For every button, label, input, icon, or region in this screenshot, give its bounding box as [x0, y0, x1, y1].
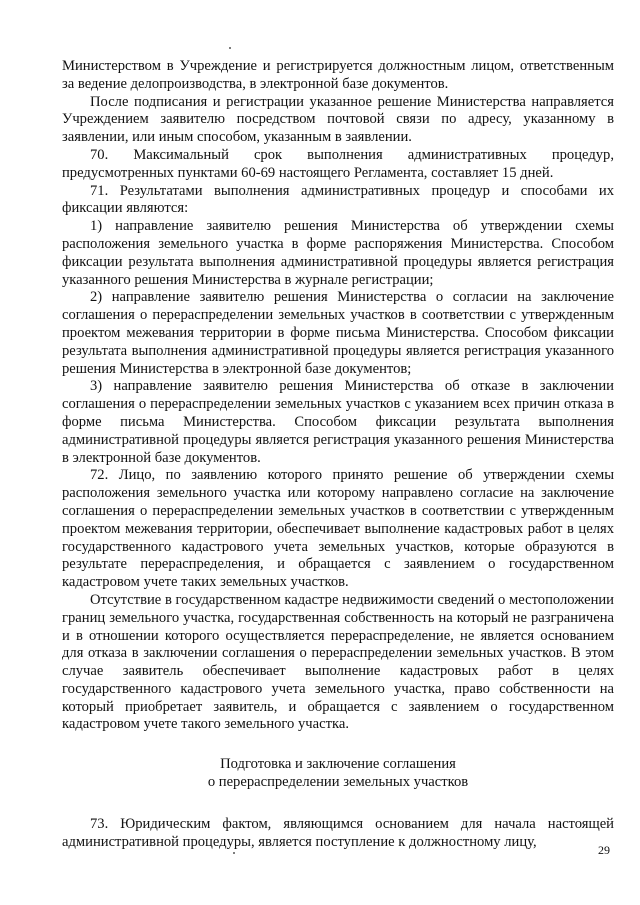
- section-heading-line-2: о перераспределении земельных участков: [207, 774, 469, 791]
- list-item-71-3: 3) направление заявителю решения Министерства об отказе в заключении соглашения о перераспределении земельных участков с указанием всех причин отказа в форме письма Министерства. Способом фиксации результата выполнения административной процедуры является регистрация указанного решения Министерства в электронной базе документов.: [62, 378, 614, 466]
- paragraph-cadastre-absence: Отсутствие в государственном кадастре недвижимости сведений о местоположении границ земельного участка, государственная собственность на который не разграничена и в отношении которого осуществляется перераспределение, не является основанием для отказа в заключении соглашения о перераспределении земельных участков. В этом случае заявитель обеспечивает выполнение кадастровых работ в целях государственного кадастрового учета земельного участка, право собственности на который приобретает заявитель, и обращается с заявлением о государственном кадастровом учете такого земельного участка.: [62, 591, 614, 733]
- scan-speck: [233, 852, 235, 854]
- paragraph-70: 70. Максимальный срок выполнения административных процедур, предусмотренных пунктами 60-69 настоящего Регламента, составляет 15 дней.: [62, 146, 614, 181]
- list-item-71-2: 2) направление заявителю решения Министерства о согласии на заключение соглашения о перераспределении земельных участков в соответствии с утвержденным проектом межевания территории в форме письма Министерства. Способом фиксации результата выполнения административной процедуры является регистрация указанного решения Министерства в электронной базе документов;: [62, 289, 614, 377]
- page-number: 29: [598, 843, 610, 857]
- scan-speck: [229, 47, 231, 49]
- paragraph-71: 71. Результатами выполнения административных процедур и способами их фиксации являются:: [62, 182, 614, 217]
- paragraph-ministry-decision-dispatch: После подписания и регистрации указанное решение Министерства направляется Учреждением заявителю посредством почтовой связи по адресу, указанному в заявлении, или иным способом, указанным в заявлении.: [62, 93, 614, 146]
- paragraph-72: 72. Лицо, по заявлению которого принято решение об утверждении схемы расположения земельного участка или которому направлено согласие на заключение соглашения о перераспределении земельных участков в соответствии с утвержденным проектом межевания территории, обеспечивает выполнение кадастровых работ в целях государственного кадастрового учета земельных участков, которые образуются в результате перераспределения, и обращается с заявлением о государственном кадастровом учете таких земельных участков.: [62, 467, 614, 591]
- section-heading-line-1: Подготовка и заключение соглашения: [220, 756, 456, 773]
- section-heading: [62, 756, 614, 792]
- paragraph-73: 73. Юридическим фактом, являющимся основанием для начала настоящей административной процедуры, является поступление к должностному лицу,: [62, 815, 614, 850]
- paragraph-continuation: Министерством в Учреждение и регистрируется должностным лицом, ответственным за ведение делопроизводства, в электронной базе документов.: [62, 58, 614, 92]
- document-page: [62, 58, 614, 851]
- list-item-71-1: 1) направление заявителю решения Министерства об утверждении схемы расположения земельного участка в форме распоряжения Министерства. Способом фиксации результата выполнения административной процедуры является регистрация указанного решения Министерства в журнале регистрации;: [62, 218, 614, 288]
